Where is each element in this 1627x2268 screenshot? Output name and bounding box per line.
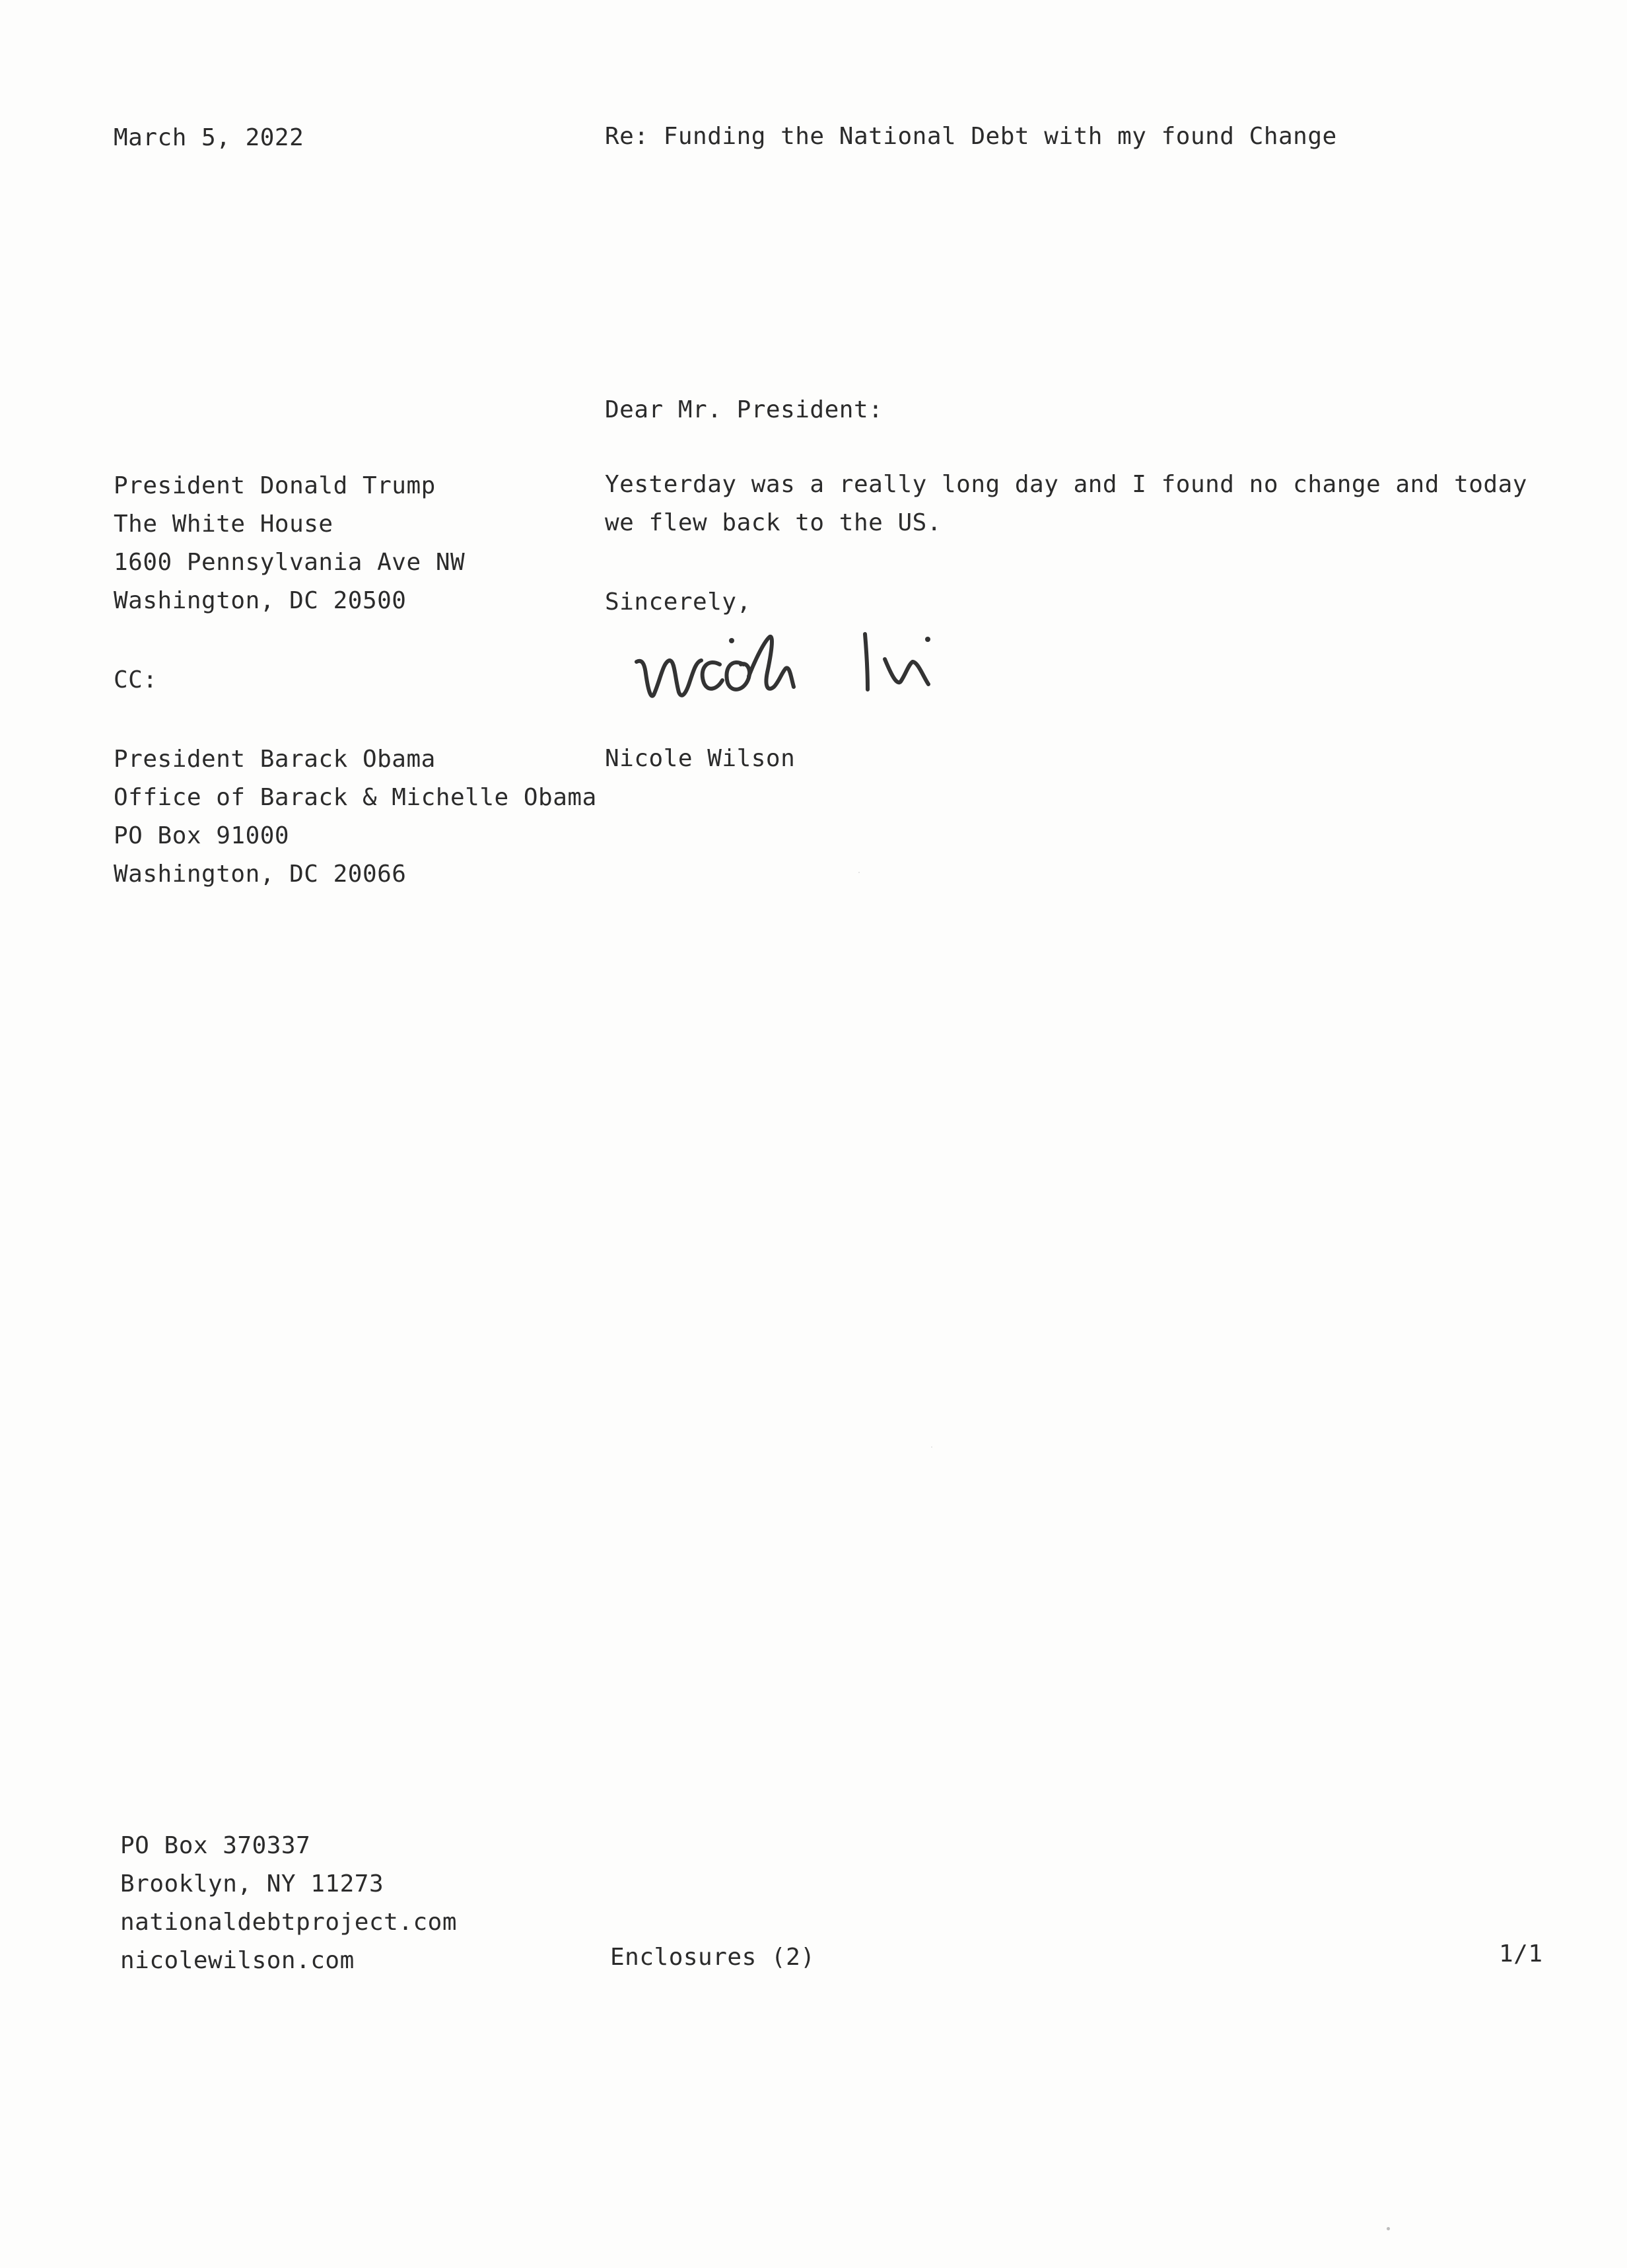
recipient-city: Washington, DC 20500 [114, 587, 407, 614]
letter-subject: Re: Funding the National Debt with my found Change [605, 123, 1337, 150]
enclosures-note: Enclosures (2) [610, 1944, 815, 1971]
cc-label: CC: [114, 666, 158, 693]
sender-po-box: PO Box 370337 [120, 1832, 311, 1859]
paper-speck [931, 1446, 932, 1448]
sender-website-personal: nicolewilson.com [120, 1947, 355, 1974]
salutation: Dear Mr. President: [605, 396, 883, 423]
cc-recipient-name: President Barack Obama [114, 746, 436, 773]
cc-recipient-city: Washington, DC 20066 [114, 861, 407, 888]
page-number: 1/1 [1499, 1940, 1543, 1967]
sender-website-project: nationaldebtproject.com [120, 1909, 457, 1936]
sender-address [120, 1827, 457, 1980]
recipient-street: 1600 Pennsylvania Ave NW [114, 549, 466, 576]
letter-body: Yesterday was a really long day and I found no change and today we flew back to the US. [605, 471, 1527, 536]
cc-recipient-organization: Office of Barack & Michelle Obama [114, 784, 597, 811]
recipient-name: President Donald Trump [114, 472, 436, 499]
handwritten-signature [633, 621, 989, 720]
letter-date: March 5, 2022 [114, 124, 304, 151]
cc-recipient-address [114, 740, 597, 894]
paper-speck [858, 872, 860, 873]
cc-recipient-po-box: PO Box 91000 [114, 822, 290, 849]
recipient-organization: The White House [114, 511, 333, 538]
sender-city: Brooklyn, NY 11273 [120, 1870, 384, 1897]
recipient-address [114, 467, 465, 620]
closing: Sincerely, [605, 588, 751, 616]
paper-speck [1387, 2227, 1390, 2230]
signer-name: Nicole Wilson [605, 745, 796, 772]
